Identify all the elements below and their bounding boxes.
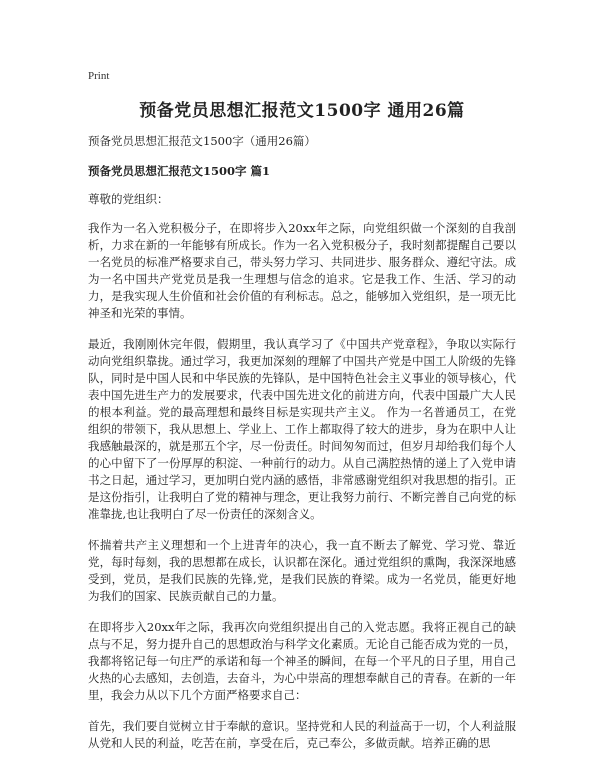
document-title: 预备党员思想汇报范文1500字 通用26篇 <box>139 101 465 121</box>
document-subtitle: 预备党员思想汇报范文1500字（通用26篇） <box>88 134 316 148</box>
body-paragraph: 我作为一名入党积极分子，在即将步入20xx年之际，向党组织做一个深刻的自我剖析，力求在新的一年能够有所成长。作为一名入党积极分子，我时刻都提醒自己要以一名党员的标准严格要求自己，带头努力学习、共同进步、服务群众、遵纪守法。成为一名中国共产党党员是我一生理想与信念的追求。它是我工作、生活、学习的动力，是我实现人生价值和社会价值的有利标志。总之，能够加入党组织，是一项无比神圣和光荣的事情。 <box>88 221 516 320</box>
greeting: 尊敬的党组织： <box>88 192 169 206</box>
body-paragraph: 怀揣着共产主义理想和一个上进青年的决心，我一直不断去了解党、学习党、靠近党，每时每刻，我的思想都在成长，认识都在深化。通过党组织的熏陶，我深深地感受到，党员，是我们民族的先锋,党，是我们民族的脊梁。成为一名党员，能更好地为我们的国家、民族贡献自己的力量。 <box>88 538 516 603</box>
body-paragraph: 首先，我们要自觉树立甘于奉献的意识。坚持党和人民的利益高于一切，个人利益服从党和人民的利益，吃苦在前，享受在后，克己奉公，多做贡献。培养正确的思 <box>88 719 516 750</box>
section-heading: 预备党员思想汇报范文1500字 篇1 <box>88 164 271 178</box>
body-paragraph: 在即将步入20xx年之际，我再次向党组织提出自己的入党志愿。我将正视自己的缺点与不足，努力提升自己的思想政治与科学文化素质。无论自己能否成为党的一员，我都将铭记每一句庄严的承诺和每一个神圣的瞬间，在每一个平凡的日子里，用自己火热的心去感知，去创造，去奋斗，为心中崇高的理想奉献自己的青春。在新的一年里，我会力从以下几个方面严格要求自己： <box>88 620 516 702</box>
body-paragraph: 最近，我刚刚休完年假，假期里，我认真学习了《中国共产党章程》，争取以实际行动向党组织靠拢。通过学习，我更加深刻的理解了中国共产党是中国工人阶级的先锋队，同时是中国人民和中华民族的先锋队，是中国特色社会主义事业的领导核心，代表中国先进生产力的发展要求，代表中国先进文化的前进方向，代表中国最广大人民的根本利益。党的最高理想和最终目标是实现共产主义。 作为一名普通员工，在党组织的带领下，我从思想上、学业上、工作上都取得了较大的进步，身为在职中人让我感触最深的，就是那五个字，尽一份责任。时间匆匆而过，但岁月却给我们每个人的心中留下了一份厚厚的积淀、一种前行的动力。从自己满腔热情的递上了入党申请书之日起，通过学习，更加明白党内涵的感悟，非常感谢党组织对我思想的指引。正是这份指引，让我明白了党的精神与理念，更让我努力前行、不断完善自己向党的标准靠拢,也让我明白了尽一份责任的深刻含义。 <box>88 337 516 521</box>
print-label: Print <box>88 70 110 82</box>
